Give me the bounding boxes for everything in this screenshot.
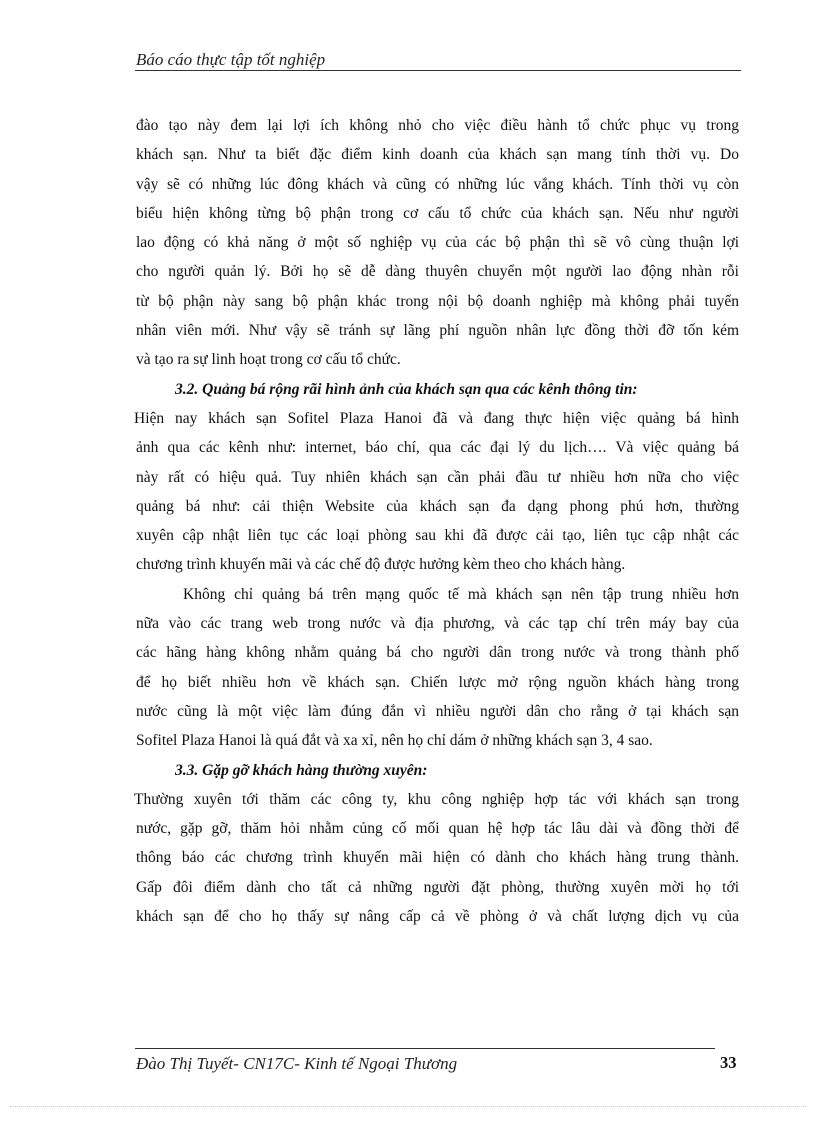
page-header-title: Báo cáo thực tập tốt nghiệp bbox=[136, 50, 326, 69]
section-heading-3-3: 3.3. Gặp gỡ khách hàng thường xuyên: bbox=[175, 761, 428, 779]
document-body bbox=[136, 111, 739, 931]
body-line: nước cũng là một việc làm đúng đắn vì nhiều người dân cho rằng ở tại khách sạn bbox=[136, 702, 739, 720]
body-line: thông báo các chương trình khuyến mãi hiện có dành cho khách hàng trung thành. bbox=[136, 849, 739, 867]
page-bottom-border bbox=[10, 1106, 806, 1107]
body-line: lao động có khả năng ở một số nghiệp vụ của các bộ phận thì sẽ vô cùng thuận lợi bbox=[136, 234, 739, 252]
body-line: nhân viên mới. Như vậy sẽ tránh sự lãng phí nguồn nhân lực đồng thời đỡ tốn kém bbox=[136, 322, 739, 340]
body-line: Gấp đôi điểm dành cho tất cả những người đặt phòng, thường xuyên mời họ tới bbox=[136, 878, 739, 896]
body-line: này rất có hiệu quả. Tuy nhiên khách sạn cần phải đầu tư nhiều hơn nữa cho việc bbox=[136, 468, 739, 486]
body-line: các hãng hàng không nhằm quảng bá cho người dân trong nước và trong thành phố bbox=[136, 644, 739, 662]
body-line: đào tạo này đem lại lợi ích không nhỏ cho việc điều hành tổ chức phục vụ trong bbox=[136, 117, 739, 134]
body-line: Hiện nay khách sạn Sofitel Plaza Hanoi đã và đang thực hiện việc quảng bá hình bbox=[134, 409, 739, 427]
body-line: Thường xuyên tới thăm các công ty, khu công nghiệp hợp tác với khách sạn trong bbox=[134, 790, 739, 808]
body-line: biểu hiện không từng bộ phận trong cơ cấu tổ chức của khách sạn. Nếu như người bbox=[136, 204, 739, 222]
body-line: nữa vào các trang web trong nước và địa phương, và các tạp chí trên máy bay của bbox=[136, 615, 739, 633]
body-line: khách sạn. Như ta biết đặc điểm kinh doanh của khách sạn mang tính thời vụ. Do bbox=[136, 146, 739, 164]
footer-author: Đào Thị Tuyết- CN17C- Kinh tế Ngoại Thương bbox=[136, 1054, 458, 1073]
section-heading-3-2: 3.2. Quảng bá rộng rãi hình ảnh của khách sạn qua các kênh thông tin: bbox=[175, 380, 638, 398]
body-line: ảnh qua các kênh như: internet, báo chí, qua các đại lý du lịch…. Và việc quảng bá bbox=[136, 439, 739, 457]
body-line: vậy sẽ có những lúc đông khách và cũng có những lúc vắng khách. Tính thời vụ còn bbox=[136, 175, 739, 193]
body-line: quảng bá như: cải thiện Website của khách sạn đa dạng phong phú hơn, thường bbox=[136, 497, 739, 515]
body-line: và tạo ra sự linh hoạt trong cơ cấu tổ chức. bbox=[136, 351, 401, 369]
body-line: để họ biết nhiều hơn về khách sạn. Chiến lược mở rộng nguồn khách hàng trong bbox=[136, 673, 739, 691]
body-line: Không chỉ quảng bá trên mạng quốc tế mà khách sạn nên tập trung nhiều hơn bbox=[183, 585, 739, 603]
footer-divider bbox=[135, 1048, 715, 1049]
page-number: 33 bbox=[720, 1053, 737, 1072]
body-line: Sofitel Plaza Hanoi là quá đắt và xa xỉ, nên họ chỉ dám ở những khách sạn 3, 4 sao. bbox=[136, 732, 653, 750]
header-divider bbox=[135, 70, 741, 71]
body-line: cho người quản lý. Bởi họ sẽ dễ dàng thuyên chuyển một người lao động nhàn rỗi bbox=[136, 263, 739, 281]
body-line: nước, gặp gỡ, thăm hỏi nhằm củng cố mối quan hệ hợp tác lâu dài và đồng thời để bbox=[136, 820, 739, 838]
body-line: xuyên cập nhật liên tục các loại phòng sau khi đã được cải tạo, liên tục cập nhật các bbox=[136, 527, 739, 545]
body-line: chương trình khuyến mãi và các chế độ được hưởng kèm theo cho khách hàng. bbox=[136, 556, 626, 574]
body-line: từ bộ phận này sang bộ phận khác trong nội bộ doanh nghiệp mà không phải tuyển bbox=[136, 292, 739, 310]
body-line: khách sạn để cho họ thấy sự nâng cấp cả về phòng ở và chất lượng dịch vụ của bbox=[136, 908, 739, 926]
